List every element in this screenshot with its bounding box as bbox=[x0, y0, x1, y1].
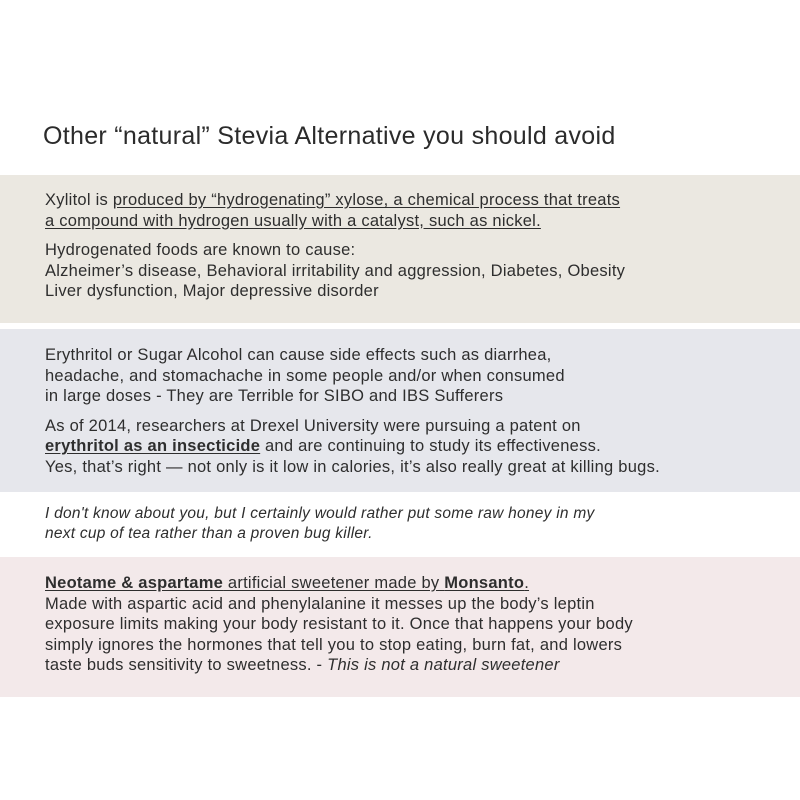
xylitol-process-underlined: produced by “hydrogenating” xylose, a chemical process that treats bbox=[112, 191, 621, 209]
neotame-conclusion: This is not a natural sweetener bbox=[327, 656, 560, 674]
xylitol-effects-list-2: Liver dysfunction, Major depressive disorder bbox=[45, 282, 379, 300]
neotame-text bbox=[45, 557, 800, 676]
neotame-desc: artificial sweetener made by bbox=[223, 574, 445, 592]
erythritol-side-line-3: in large doses - They are Terrible for SIBO and IBS Sufferers bbox=[45, 387, 504, 405]
erythritol-patent-line-3: Yes, that’s right — not only is it low in calories, it’s also really great at killing bugs. bbox=[45, 457, 660, 476]
xylitol-section bbox=[0, 175, 800, 323]
erythritol-insecticide-link[interactable]: erythritol as an insecticide bbox=[45, 437, 261, 455]
xylitol-process-underlined-2: a compound with hydrogen usually with a catalyst, such as nickel. bbox=[45, 211, 541, 230]
erythritol-patent-text bbox=[45, 407, 800, 478]
neotame-line-4: simply ignores the hormones that tell you to stop eating, burn fat, and lowers bbox=[45, 635, 623, 654]
monsanto-link[interactable]: Monsanto bbox=[444, 574, 525, 592]
erythritol-side-effects-text bbox=[45, 329, 800, 407]
neotame-name-link[interactable]: Neotame & aspartame bbox=[45, 574, 224, 592]
xylitol-effects-text bbox=[45, 231, 800, 302]
xylitol-process-text bbox=[45, 175, 800, 231]
erythritol-patent-line-1: As of 2014, researchers at Drexel University were pursuing a patent on bbox=[45, 416, 581, 435]
neotame-line-5: taste buds sensitivity to sweetness. - bbox=[45, 656, 328, 674]
quote-text bbox=[45, 492, 800, 544]
neotame-line-3: exposure limits making your body resistant to it. Once that happens your body bbox=[45, 615, 633, 633]
xylitol-effects-list-1: Alzheimer’s disease, Behavioral irritability and aggression, Diabetes, Obesity bbox=[45, 261, 626, 280]
quote-section bbox=[0, 492, 800, 557]
erythritol-section bbox=[0, 329, 800, 492]
neotame-section bbox=[0, 557, 800, 697]
erythritol-side-line-1: Erythritol or Sugar Alcohol can cause side effects such as diarrhea, bbox=[45, 346, 552, 364]
page-title: Other “natural” Stevia Alternative you should avoid bbox=[43, 122, 616, 150]
quote-line-1: I don't know about you, but I certainly would rather put some raw honey in my bbox=[45, 505, 595, 522]
erythritol-side-line-2: headache, and stomachache in some people and/or when consumed bbox=[45, 366, 565, 385]
xylitol-effects-heading: Hydrogenated foods are known to cause: bbox=[45, 241, 356, 259]
neotame-period: . bbox=[524, 574, 530, 592]
neotame-line-2: Made with aspartic acid and phenylalanine it messes up the body’s leptin bbox=[45, 594, 595, 613]
xylitol-lead: Xylitol is bbox=[45, 191, 113, 209]
quote-line-2: next cup of tea rather than a proven bug killer. bbox=[45, 525, 373, 542]
erythritol-patent-line-2: and are continuing to study its effectiveness. bbox=[260, 437, 601, 455]
